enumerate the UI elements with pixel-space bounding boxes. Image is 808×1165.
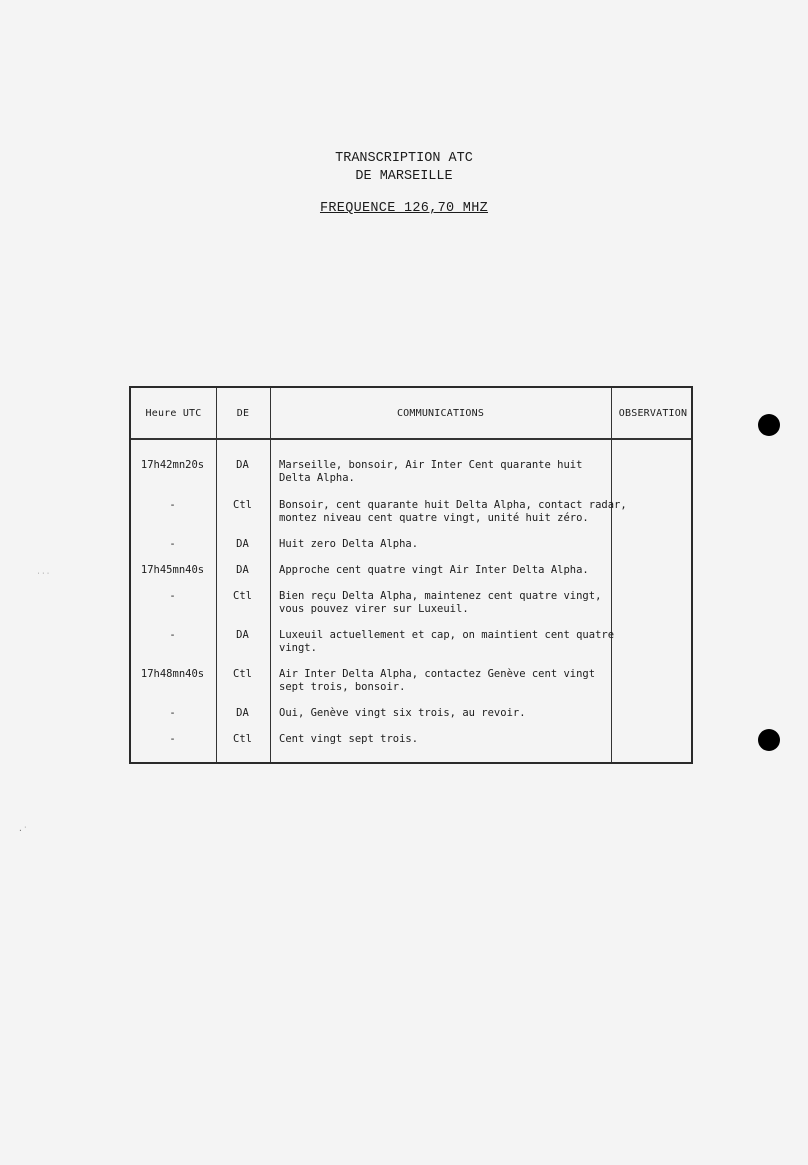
punch-hole — [758, 414, 780, 436]
column-header-observation: OBSERVATION — [618, 408, 688, 419]
column-divider — [270, 388, 271, 762]
row-from: Ctl — [233, 590, 252, 602]
column-header-communications: COMMUNICATIONS — [396, 408, 485, 419]
row-from: Ctl — [233, 499, 252, 511]
row-time: 17h42mn20s — [140, 459, 205, 471]
transcription-table — [129, 386, 693, 764]
header-divider — [131, 438, 691, 440]
row-communication: Huit zero Delta Alpha. — [279, 538, 419, 550]
scan-speck: ˙˙˙ — [36, 572, 51, 581]
row-communication: Oui, Genève vingt six trois, au revoir. — [279, 707, 526, 719]
frequency-text: FREQUENCE 126,70 MHZ — [319, 201, 489, 216]
row-from: DA — [236, 629, 249, 641]
row-from: DA — [236, 459, 249, 471]
row-time: - — [169, 590, 176, 602]
row-from: DA — [236, 707, 249, 719]
row-communication: Cent vingt sept trois. — [279, 733, 419, 745]
row-from: DA — [236, 564, 249, 576]
row-communication: Luxeuil actuellement et cap, on maintient cent quatre vingt. — [279, 629, 615, 654]
column-header-from: DE — [236, 408, 250, 419]
row-communication: Approche cent quatre vingt Air Inter Delta Alpha. — [279, 564, 589, 576]
row-time: 17h45mn40s — [140, 564, 205, 576]
row-from: Ctl — [233, 733, 252, 745]
row-communication: Air Inter Delta Alpha, contactez Genève cent vingt sept trois, bonsoir. — [279, 668, 596, 693]
row-communication: Marseille, bonsoir, Air Inter Cent quarante huit Delta Alpha. — [279, 459, 583, 484]
row-time: - — [169, 707, 176, 719]
row-time: - — [169, 629, 176, 641]
row-time: 17h48mn40s — [140, 668, 205, 680]
row-time: - — [169, 538, 176, 550]
row-communication: Bien reçu Delta Alpha, maintenez cent quatre vingt, vous pouvez virer sur Luxeuil. — [279, 590, 602, 615]
punch-hole — [758, 729, 780, 751]
row-from: Ctl — [233, 668, 252, 680]
column-header-time: Heure UTC — [145, 408, 202, 419]
row-communication: Bonsoir, cent quarante huit Delta Alpha, contact radar, montez niveau cent quatre vingt, unité huit zéro. — [279, 499, 627, 524]
document-subtitle: DE MARSEILLE — [355, 169, 453, 184]
row-time: - — [169, 499, 176, 511]
document-title: TRANSCRIPTION ATC — [335, 151, 473, 166]
row-from: DA — [236, 538, 249, 550]
row-time: - — [169, 733, 176, 745]
frequency-heading — [0, 201, 808, 216]
scan-speck: ·˙ — [18, 826, 28, 835]
